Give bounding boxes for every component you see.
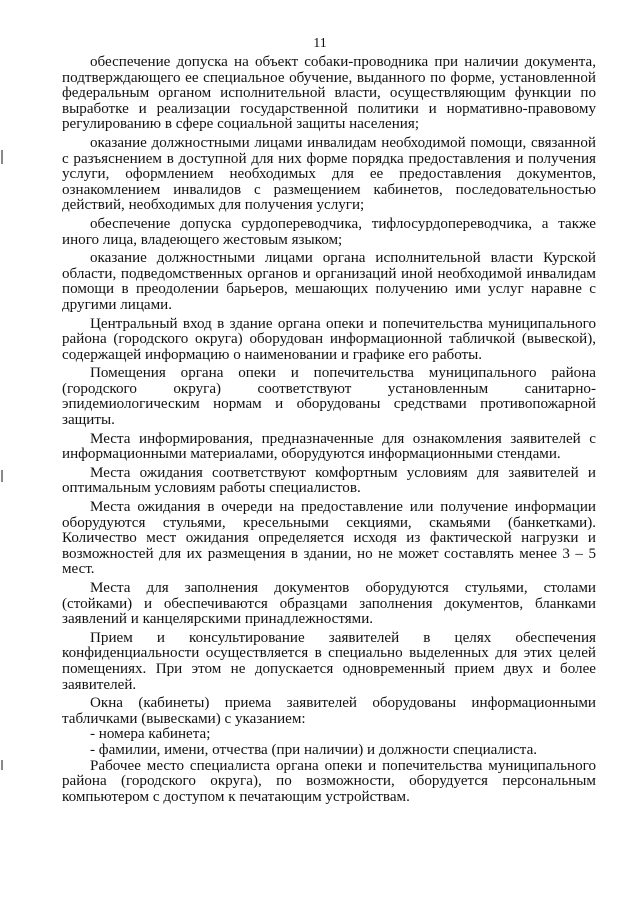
paragraph: оказание должностными лицами инвалидам необходимой помощи, связанной с разъяснением в доступной для них форме порядка предоставления и получения услуги, оформлением необходимых для ее предоставления документов, ознакомлением инвалидов с размещением кабинетов, последовательностью действий, необходимых для получения услуги; xyxy=(62,134,596,214)
paragraph: оказание должностными лицами органа исполнительной власти Курской области, подведомственных органов и организаций иной необходимой инвалидам помощи в преодолении барьеров, мешающих получению ими услуг наравне с другими лицами. xyxy=(62,250,596,313)
paragraph: Окна (кабинеты) приема заявителей оборудованы информационными табличками (вывесками) с указанием: xyxy=(62,695,596,727)
list-item: - номера кабинета; xyxy=(90,726,211,743)
paragraph: обеспечение допуска на объект собаки-проводника при наличии документа, подтверждающего ее специальное обучение, выданного по форме, установленной федеральным органом исполнительной власти, осуществляющим функции по выработке и реализации государственной политики и нормативно-правовому регулированию в сфере социальной защиты населения; xyxy=(62,54,596,133)
paragraph: Центральный вход в здание органа опеки и попечительства муниципального района (городского округа) оборудован информационной табличкой (вывеской), содержащей информацию о наименовании и графике его работы. xyxy=(62,315,596,363)
paragraph: обеспечение допуска сурдопереводчика, тифлосурдопереводчика, а также иного лица, владеющего жестовым языком; xyxy=(62,215,596,248)
scan-edge-mark xyxy=(1,760,3,770)
paragraph: Помещения органа опеки и попечительства муниципального района (городского округа) соответствуют установленным санитарно-эпидемиологическим нормам и оборудованы средствами противопожарной защиты. xyxy=(62,365,596,429)
list-item: - фамилии, имени, отчества (при наличии) и должности специалиста. xyxy=(90,741,538,758)
document-body xyxy=(62,52,596,805)
scan-edge-mark xyxy=(1,150,3,164)
paragraph: Места информирования, предназначенные для ознакомления заявителей с информационными материалами, оборудуются информационными стендами. xyxy=(62,430,596,463)
paragraph: Места ожидания в очереди на предоставление или получение информации оборудуются стульями, кресельными секциями, скамьями (банкетками). Количество мест ожидания определяется исходя из фактической нагрузки и возможностей для их размещения в здании, но не может составлять менее 3 – 5 мест. xyxy=(62,499,596,578)
paragraph: Прием и консультирование заявителей в целях обеспечения конфиденциальности осуществляется в специально выделенных для этих целей помещениях. При этом не допускается одновременный прием двух и более заявителей. xyxy=(62,629,596,693)
paragraph: Места ожидания соответствуют комфортным условиям для заявителей и оптимальным условиям работы специалистов. xyxy=(62,464,596,497)
paragraph: Места для заполнения документов оборудуются стульями, столами (стойками) и обеспечиваются образцами заполнения документов, бланками заявлений и канцелярскими принадлежностями. xyxy=(62,580,596,628)
page-number: 11 xyxy=(313,36,327,51)
paragraph: Рабочее место специалиста органа опеки и попечительства муниципального района (городского округа), по возможности, оборудуется персональным компьютером с доступом к печатающим устройствам. xyxy=(62,757,596,805)
scan-edge-mark xyxy=(1,470,3,482)
